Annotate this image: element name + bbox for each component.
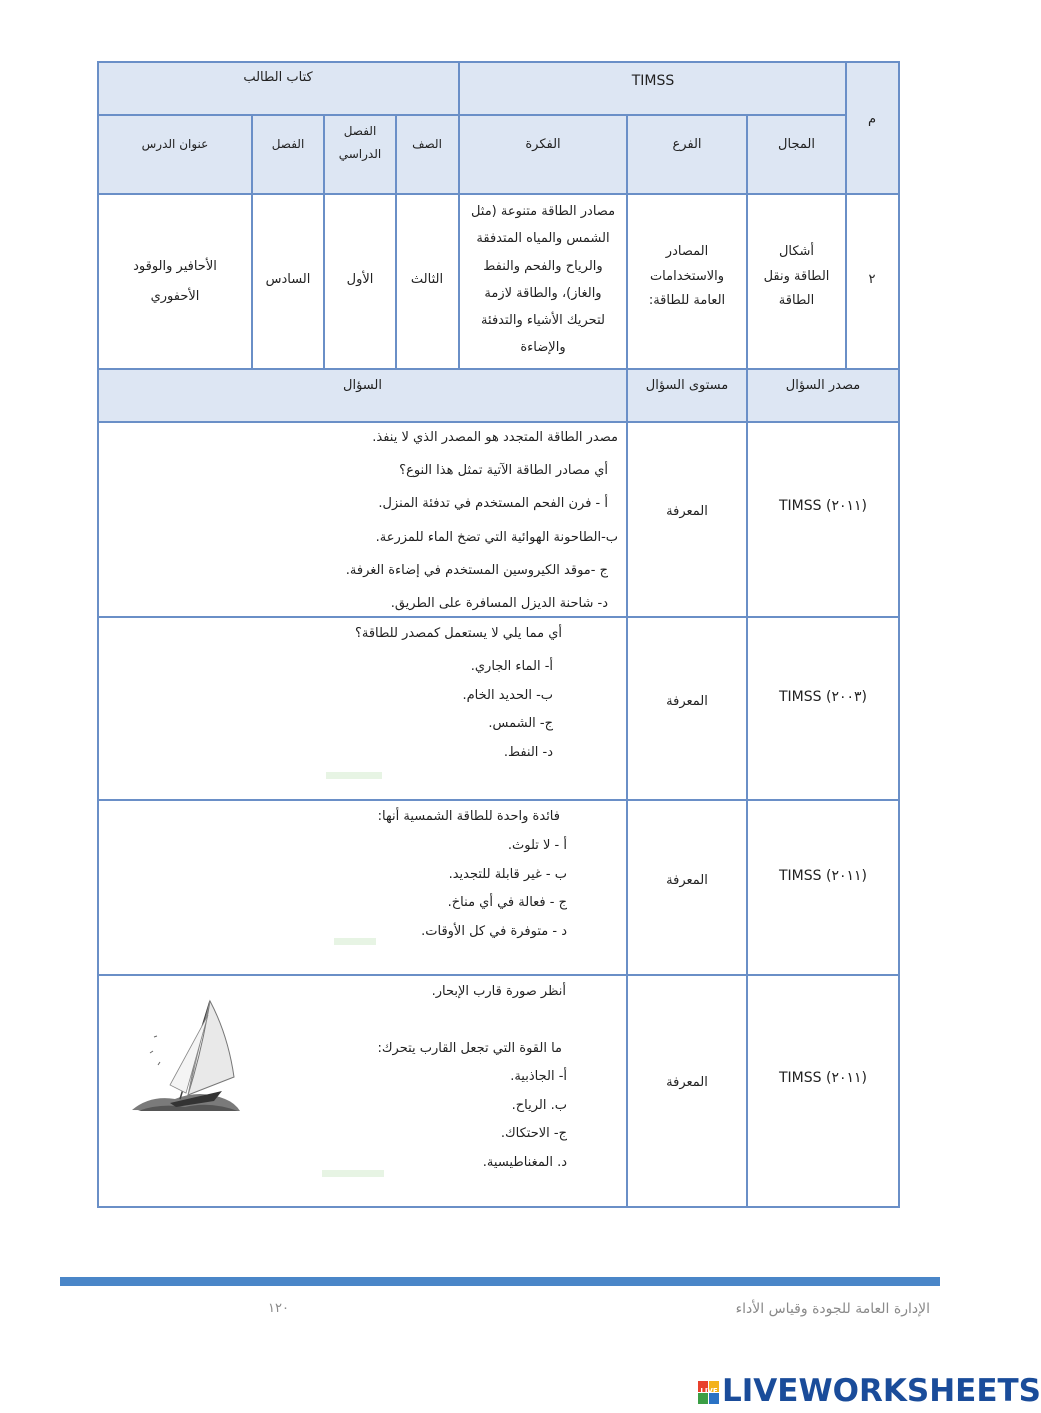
q3-option-c: ج - فعالة في أي مناخ. — [447, 895, 567, 910]
q4-question: ما القوة التي تجعل القارب يتحرك: — [377, 1041, 562, 1056]
q3-option-a: أ - لا تلوث. — [507, 838, 567, 853]
domain-line: أشكال — [778, 244, 815, 259]
q2-source: TIMSS (٢٠٠٣) — [779, 689, 867, 705]
q4-option-c: ج- الاحتكاك. — [500, 1126, 567, 1141]
hline-q3 — [97, 799, 900, 801]
index-header: م — [867, 112, 877, 127]
answer-blank-mark — [334, 938, 376, 945]
hline-q2 — [97, 616, 900, 618]
footer-bar — [60, 1277, 940, 1286]
row-semester: الأول — [346, 272, 374, 287]
col-lesson-header: عنوان الدرس — [141, 137, 209, 151]
hline-q4 — [97, 974, 900, 976]
border-top — [97, 61, 900, 63]
logo-badge — [698, 1381, 720, 1405]
row-idea — [460, 198, 626, 362]
q4-option-a: أ- الجاذبية. — [510, 1069, 567, 1084]
border-right — [898, 61, 900, 1208]
domain-line: الطاقة ونقل — [763, 268, 830, 284]
answer-blank-mark — [326, 772, 382, 779]
idea-line: والرياح والفحم والنفط — [483, 258, 603, 274]
branch-line: والاستخدامات — [649, 268, 725, 284]
q2-option-b: ب- الحديد الخام. — [462, 688, 553, 703]
row-chapter: السادس — [265, 272, 311, 287]
answer-blank-mark — [322, 1170, 384, 1177]
branch-line: المصادر — [665, 244, 709, 259]
idea-line: والغاز)، والطاقة لازمة — [484, 285, 602, 301]
hline-sub — [97, 114, 846, 116]
row-index: ٢ — [868, 272, 876, 287]
q-question-header: السؤال — [343, 378, 382, 393]
page-number: ١٢٠ — [268, 1301, 289, 1316]
q1-level: المعرفة — [666, 504, 708, 519]
q1-prompt: أي مصادر الطاقة الآتية تمثل هذا النوع؟ — [399, 463, 608, 478]
col-idea-header: الفكرة — [525, 137, 561, 152]
q1-stem: مصدر الطاقة المتجدد هو المصدر الذي لا ينفذ. — [372, 430, 618, 445]
q1-source: TIMSS (٢٠١١) — [779, 498, 867, 514]
semester-header-line1: الفصل — [343, 124, 377, 138]
hline-data — [97, 193, 900, 195]
sailboat-icon — [130, 995, 242, 1115]
q-source-header: مصدر السؤال — [785, 378, 861, 393]
col-branch-header: الفرع — [672, 137, 702, 152]
hline-qheader — [97, 368, 900, 370]
q-level-header: مستوى السؤال — [645, 378, 729, 393]
q1-option-c: ج -موقد الكيروسين المستخدم في إضاءة الغرفة. — [345, 563, 608, 578]
q3-level: المعرفة — [666, 873, 708, 888]
row-lesson — [99, 252, 251, 312]
q3-option-b: ب - غير قابلة للتجديد. — [448, 867, 567, 882]
idea-line: لتحريك الأشياء والتدفئة — [481, 313, 605, 329]
border-bottom — [97, 1206, 900, 1208]
col-grade-header: الصف — [412, 137, 442, 151]
lesson-line: الأحفوري — [150, 288, 200, 304]
col-domain-header: المجال — [778, 137, 815, 152]
q3-source: TIMSS (٢٠١١) — [779, 868, 867, 884]
q3-prompt: فائدة واحدة للطاقة الشمسية أنها: — [377, 809, 560, 824]
q1-option-a: أ - فرن الفحم المستخدم في تدفئة المنزل. — [378, 496, 608, 511]
org-name: الإدارة العامة للجودة وقياس الأداء — [735, 1301, 930, 1317]
domain-line: الطاقة — [778, 293, 815, 309]
q4-option-d: د. المغناطيسية. — [482, 1155, 567, 1170]
row-grade: الثالث — [410, 272, 444, 287]
q4-option-b: ب. الرياح. — [511, 1098, 567, 1113]
col-chapter-header: الفصل — [271, 137, 305, 151]
q2-option-a: أ- الماء الجاري. — [470, 659, 553, 674]
col-semester-header — [325, 120, 395, 166]
q1-option-d: د- شاحنة الديزل المسافرة على الطريق. — [390, 596, 608, 611]
branch-line: العامة للطاقة: — [648, 293, 726, 309]
q2-option-d: د- النفط. — [503, 745, 553, 760]
q1-option-b: ب-الطاحونة الهوائية التي تضخ الماء للمزرعة. — [375, 530, 618, 545]
q4-prompt: أنظر صورة قارب الإبحار. — [431, 984, 566, 999]
q2-option-c: ج- الشمس. — [488, 716, 553, 731]
row-branch — [628, 240, 746, 314]
q4-level: المعرفة — [666, 1075, 708, 1090]
idea-line: الشمس والمياه المتدفقة — [476, 231, 610, 247]
liveworksheets-logo: LIVEWORKSHEETS — [722, 1373, 1041, 1409]
hline-q1 — [97, 421, 900, 423]
lesson-line: الأحافير والوقود — [133, 259, 217, 274]
q4-source: TIMSS (٢٠١١) — [779, 1070, 867, 1086]
q3-option-d: د - متوفرة في كل الأوقات. — [421, 924, 567, 939]
logo-badge-text: LIVE — [700, 1387, 718, 1395]
q2-prompt: أي مما يلي لا يستعمل كمصدر للطاقة؟ — [354, 626, 562, 641]
idea-line: مصادر الطاقة متنوعة (مثل — [470, 204, 616, 219]
student-book-header: كتاب الطالب — [243, 70, 313, 85]
semester-header-line2: الدراسي — [338, 146, 382, 161]
idea-line: والإضاءة — [520, 340, 566, 356]
row-domain — [748, 240, 845, 314]
q2-level: المعرفة — [666, 694, 708, 709]
border-left — [97, 61, 99, 1208]
timss-header: TIMSS — [631, 73, 675, 89]
